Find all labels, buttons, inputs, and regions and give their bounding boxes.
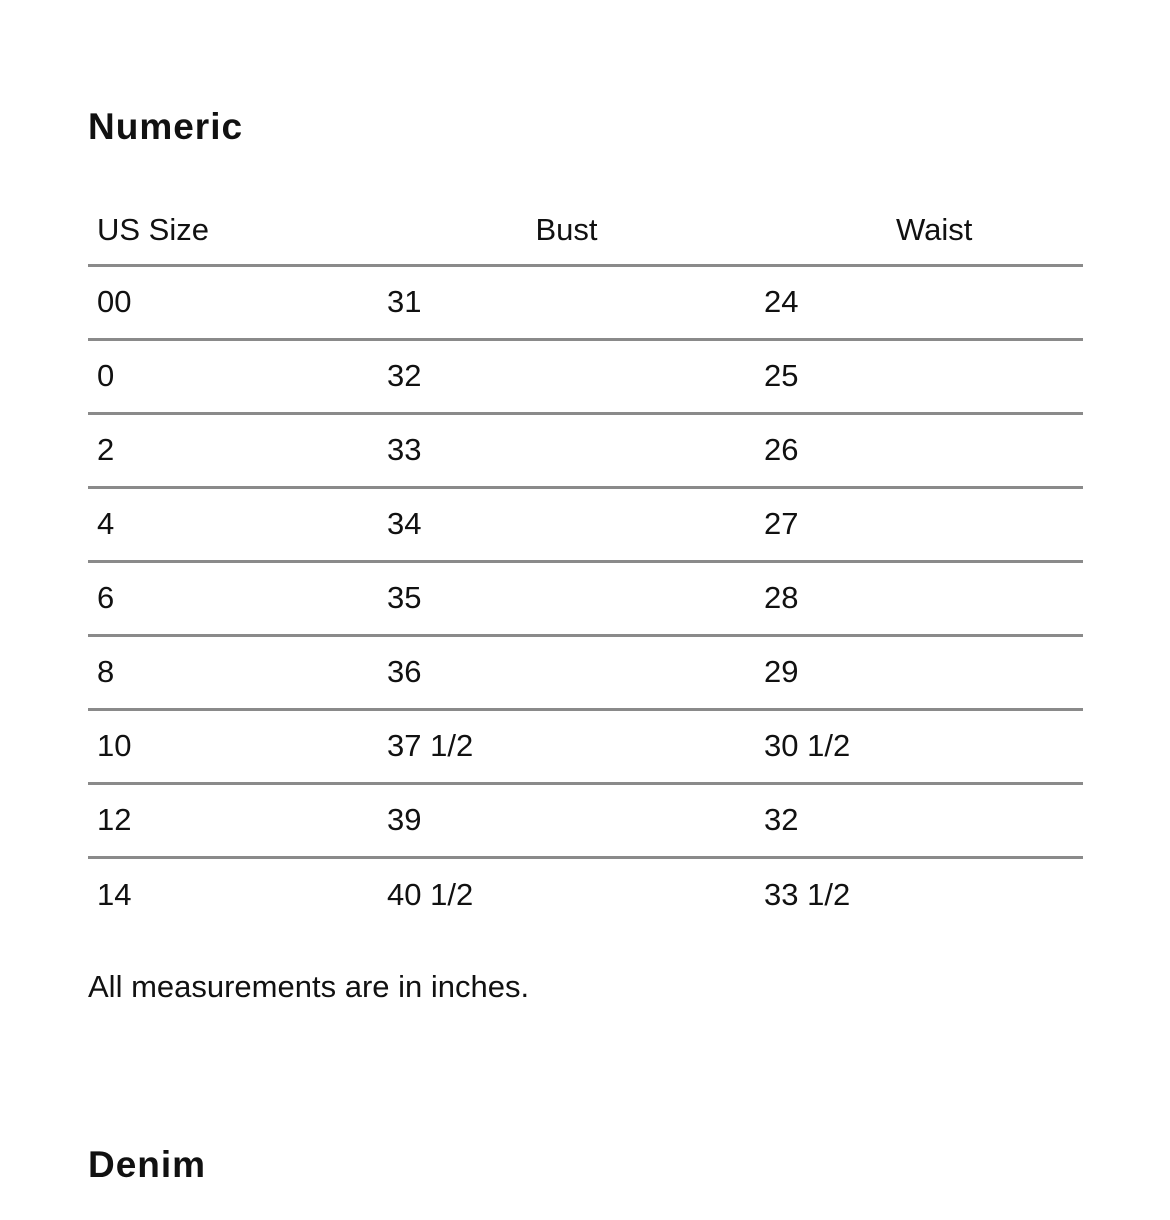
table-row [88,709,1083,783]
cell-bust: 32 [378,339,755,413]
cell-us-size: 8 [88,635,378,709]
cell-us-size: 4 [88,487,378,561]
table-row [88,857,1083,931]
cell-bust: 31 [378,265,755,339]
cell-bust: 34 [378,487,755,561]
section-title-denim: Denim [88,1144,207,1185]
cell-waist: 33 1/2 [764,876,851,912]
cell-us-size: 10 [88,709,378,783]
table-row [88,265,1083,339]
measurement-note: All measurements are in inches. [88,969,530,1004]
cell-us-size: 2 [88,413,378,487]
cell-bust: 37 1/2 [378,709,755,783]
cell-bust: 39 [378,783,755,857]
cell-us-size: 00 [88,265,378,339]
table-body [88,265,1083,931]
cell-waist: 32 [755,783,1083,857]
cell-waist: 28 [755,561,1083,635]
cell-us-size: 6 [88,561,378,635]
header-waist: Waist [755,196,1083,265]
cell-waist: 25 [755,339,1083,413]
cell-us-size: 0 [88,339,378,413]
table-row [88,413,1083,487]
table-header [88,196,1083,265]
cell-waist: 30 1/2 [755,709,1083,783]
cell-waist: 29 [755,635,1083,709]
table-row [88,487,1083,561]
size-chart-table [88,196,1083,931]
cell-bust: 35 [378,561,755,635]
cell-bust: 40 1/2 [387,876,474,912]
cell-waist: 24 [755,265,1083,339]
table-row [88,783,1083,857]
cell-us-size: 12 [88,783,378,857]
cell-bust: 33 [378,413,755,487]
header-us-size: US Size [88,196,378,265]
table-row [88,339,1083,413]
cell-waist: 27 [755,487,1083,561]
header-bust: Bust [378,196,755,265]
cell-bust: 36 [378,635,755,709]
table-row [88,561,1083,635]
table-row [88,635,1083,709]
cell-waist: 26 [755,413,1083,487]
cell-us-size: 14 [97,876,132,912]
section-title-numeric: Numeric [88,106,244,147]
table-header-row [88,196,1083,265]
